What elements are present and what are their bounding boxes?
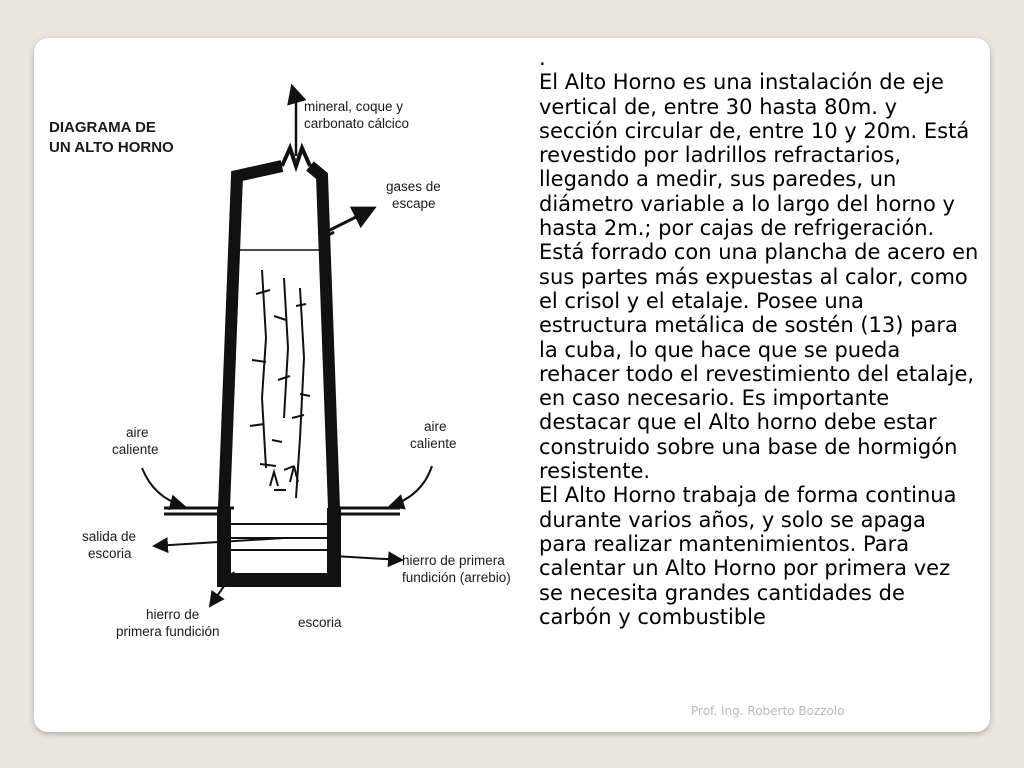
label-hierro-right: [402, 552, 511, 586]
left-wall-upper: [224, 166, 282, 508]
label-hierro-bottom-line2: primera fundición: [116, 624, 220, 639]
label-gases-line1: gases de: [386, 179, 441, 194]
label-hierro-right-line1: hierro de primera: [402, 553, 505, 568]
blast-furnace-diagram: [34, 38, 534, 732]
label-mineral: [304, 98, 409, 132]
diagram-title-line2: UN ALTO HORNO: [49, 139, 174, 156]
footer-author: Prof. Ing. Roberto Bozzolo: [691, 704, 845, 718]
slide: [34, 38, 990, 732]
label-hierro-bottom: [116, 606, 220, 640]
paragraph-1: El Alto Horno es una instalación de eje vertical de, entre 30 hasta 80m. y sección circular de, entre 10 y 20m. Está revestido por ladrillos refractarios, llegando a medir, sus paredes, un diámetro variable a lo largo del horno y hasta 2m.; por cajas de refrigeración. Está forrado con una plancha de acero en sus partes más expuestas al calor, como el crisol y el etalaje. Posee una estructura metálica de sostén (13) para la cuba, lo que hace que se pueda rehacer todo el revestimiento del etalaje, en caso necesario. Es importante destacar que el Alto horno debe estar construido sobre una base de hormigón resistente.: [539, 70, 979, 484]
gas-arrow: [322, 208, 374, 234]
label-hierro-right-line2: fundición (arrebio): [402, 570, 511, 585]
label-salida: [82, 528, 136, 562]
label-gases-line2: escape: [392, 196, 436, 211]
label-aire-right: [410, 418, 457, 452]
label-aire-right-line2: caliente: [410, 436, 457, 451]
iron-right-arrow: [334, 556, 402, 560]
label-aire-right-line1: aire: [424, 419, 447, 434]
charge-marks: [250, 270, 310, 498]
label-hierro-bottom-line1: hierro de: [146, 607, 200, 622]
diagram-title-line1: DIAGRAMA DE: [49, 119, 156, 136]
description-text: [539, 46, 979, 629]
label-salida-line2: escoria: [88, 546, 132, 561]
crucible-wall: [224, 508, 334, 580]
label-mineral-line2: carbonato cálcico: [304, 116, 410, 131]
label-salida-line1: salida de: [82, 529, 137, 544]
label-gases: [386, 178, 441, 212]
air-left-arrow: [142, 468, 184, 506]
label-aire-left-line1: aire: [126, 425, 149, 440]
label-mineral-line1: mineral, coque y: [304, 99, 404, 114]
label-aire-left-line2: caliente: [112, 442, 159, 457]
right-wall-upper: [310, 166, 334, 508]
paragraph-2: El Alto Horno trabaja de forma continua durante varios años, y solo se apaga para realizar mantenimientos. Para calentar un Alto Horno por primera vez se necesita grandes cantidades de carbón y combustible: [539, 483, 957, 629]
label-escoria: escoria: [298, 615, 342, 630]
diagram-title: [49, 118, 174, 158]
dot-line: .: [539, 46, 546, 70]
label-aire-left: [112, 424, 159, 458]
air-right-arrow: [390, 466, 432, 506]
feed-arrow: [292, 86, 296, 156]
